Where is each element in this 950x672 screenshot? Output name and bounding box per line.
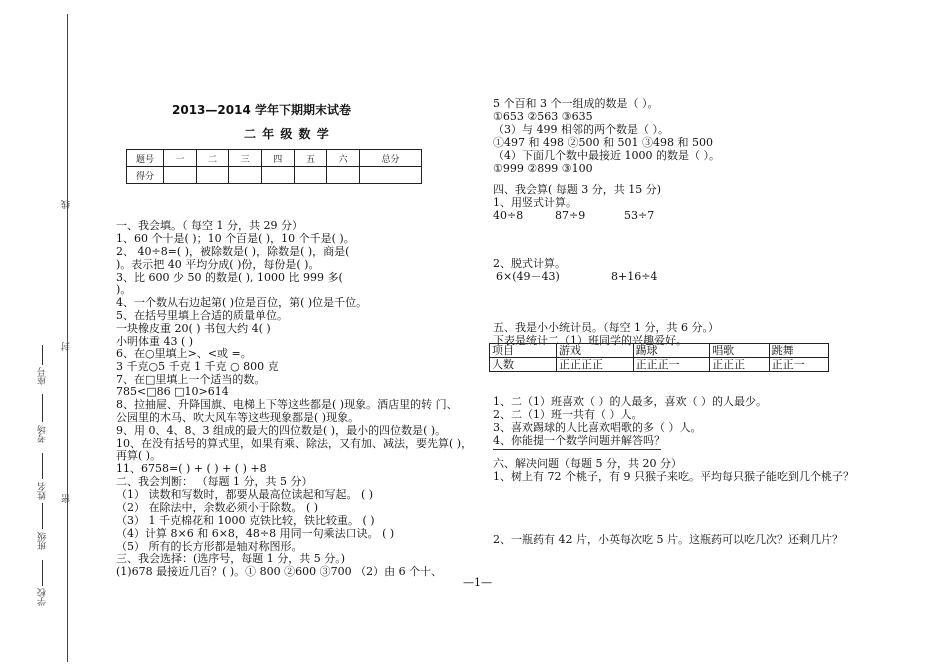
score-cell[interactable]: [261, 167, 294, 184]
left-line: （5） 所有的长方形都是轴对称图形。: [116, 540, 303, 553]
calc-item: 87÷9: [555, 209, 586, 222]
left-line: （2） 在除法中，余数必须小于除数。 ( ): [116, 501, 319, 514]
section6-q2: 2、一瓶药有 42 片，小英每次吃 5 片。这瓶药可以吃几次？还剩几片？: [493, 533, 843, 546]
section4-sub1: 1、用竖式计算。: [493, 196, 577, 209]
field-seat-number: 座号: [38, 367, 48, 385]
left-line: 再算( )。: [116, 449, 162, 462]
stat-head-cell: 唱歌: [710, 344, 769, 358]
score-head-cell: 三: [229, 150, 262, 167]
stat-head-cell: 踢球: [633, 344, 710, 358]
score-table: [126, 149, 422, 184]
right-line: ①653 ②563 ③635: [493, 110, 593, 123]
score-cell[interactable]: [229, 167, 262, 184]
section5-question: 2、二（1）班一共有（ ）人。: [493, 408, 643, 421]
page-number: —1—: [463, 576, 492, 589]
left-line: 10、在没有括号的算式里，如果有乘、除法，又有加、减法，要先算( )，: [116, 437, 473, 450]
score-head-cell: 二: [196, 150, 229, 167]
binding-mark-seal: 封: [62, 342, 72, 351]
stat-head-cell: 游戏: [557, 344, 634, 358]
section6-title: 六、解决问题（每题 5 分，共 20 分）: [493, 457, 682, 470]
exam-subject: 二 年 级 数 学: [244, 127, 330, 141]
section5-question: 4、你能提一个数学问题并解答吗？: [493, 434, 665, 447]
score-table-row: [127, 167, 422, 184]
score-cell[interactable]: [164, 167, 197, 184]
score-cell[interactable]: [294, 167, 327, 184]
left-line: 2、 40÷8=( )，被除数是( )，除数是( )，商是(: [116, 245, 350, 258]
stat-table-row: [490, 358, 829, 372]
left-line: 三、我会选择：(选序号，每题 1 分，共 5 分。): [116, 552, 346, 565]
blank-seat-number: [42, 345, 43, 365]
left-line: )。表示把 40 平均分成( )份，每份是( )。: [116, 258, 320, 271]
left-line: 11、6758=( ) + ( ) + ( ) +8: [116, 462, 267, 475]
score-head-cell: 一: [164, 150, 197, 167]
section4-sub2: 2、脱式计算。: [493, 257, 566, 270]
right-line: 5 个百和 3 个一组成的数是（ ）。: [493, 97, 659, 110]
section5-title: 五、我是小小统计员。（每空 1 分，共 6 分。）: [493, 321, 719, 334]
binding-mark-secret: 密: [62, 494, 72, 503]
left-line: 公园里的木马、吹大风车等这些现象都是( )现象。: [116, 411, 360, 424]
stat-table: [489, 343, 829, 372]
blank-school: [42, 560, 43, 586]
score-head-cell: 六: [327, 150, 360, 167]
section6-q1: 1、树上有 72 个桃子，有 9 只猴子来吃。平均每只猴子能吃到几个桃子？: [493, 470, 854, 483]
binding-mark-line: 线: [62, 200, 72, 209]
left-line: 6、在○里填上>、<或 =。: [116, 347, 252, 360]
right-line: ①999 ②899 ③100: [493, 162, 593, 175]
score-head-cell: 五: [294, 150, 327, 167]
student-info-column: [36, 345, 50, 615]
score-table-head: [127, 150, 422, 167]
blank-exam-room: [42, 394, 43, 422]
answer-line: [493, 449, 661, 450]
calc-item: 6×(49－43): [496, 270, 560, 283]
left-line: 3、比 600 少 50 的数是( ), 1000 比 999 多(: [116, 271, 343, 284]
calc-item: 8+16÷4: [611, 270, 658, 283]
left-line: （4）计算 8×6 和 6×8，48÷8 用同一句乘法口诀。 ( ): [116, 527, 395, 540]
left-line: 7、在□里填上一个适当的数。: [116, 373, 266, 386]
score-cell[interactable]: [327, 167, 360, 184]
section5-question: 1、二（1）班喜欢（ ）的人最多，喜欢（ ）的人最少。: [493, 395, 767, 408]
left-line: 5、在括号里填上合适的质量单位。: [116, 309, 288, 322]
score-head-cell: 题号: [127, 150, 164, 167]
left-line: 1、60 个十是( )；10 个百是( )，10 个千是( )。: [116, 232, 355, 245]
field-exam-room: 考场: [38, 425, 48, 443]
field-school: 学校: [38, 588, 48, 606]
left-line: （3） 1 千克棉花和 1000 克铁比较，铁比较重。 ( ): [116, 514, 375, 527]
binding-line: [67, 14, 68, 662]
left-line: (1)678 最接近几百？( )。① 800 ②600 ③700 （2）由 6 个十、: [116, 565, 443, 578]
left-line: 二、我会判断： （每题 1 分，共 5 分）: [116, 475, 313, 488]
left-line: 一块橡皮重 20( ) 书包大约 4( ): [116, 322, 271, 335]
field-name: 姓名: [38, 482, 48, 500]
stat-table-head: [490, 344, 829, 358]
stat-cell: 正正正一: [633, 358, 710, 372]
section5-intro: 下表是统计二（1）班同学的兴趣爱好。: [493, 334, 687, 347]
stat-head-cell: 项目: [490, 344, 557, 358]
left-line: 小明体重 43 ( ): [116, 335, 194, 348]
stat-cell: 正正正: [710, 358, 769, 372]
left-line: 4、一个数从右边起第( )位是百位，第( )位是千位。: [116, 296, 368, 309]
score-cell[interactable]: [196, 167, 229, 184]
right-line: （4）下面几个数中最接近 1000 的数是（ ）。: [493, 149, 720, 162]
left-line: 3 千克○5 千克 1 千克 ○ 800 克: [116, 360, 279, 373]
right-line: ①497 和 498 ②500 和 501 ③498 和 500: [493, 136, 713, 149]
blank-class: [42, 503, 43, 529]
score-head-cell: 总分: [359, 150, 421, 167]
left-line: 9、用 0、4、8、3 组成的最大的四位数是( )，最小的四位数是( )。: [116, 424, 447, 437]
section4-title: 四、我会算( 每题 3 分，共 15 分): [493, 183, 662, 196]
stat-cell: 正正一: [769, 358, 828, 372]
score-row-label: 得分: [127, 167, 164, 184]
section5-question: 3、喜欢踢球的人比喜欢唱歌的多（ ）人。: [493, 421, 702, 434]
stat-cell: 人数: [490, 358, 557, 372]
left-line: （1） 读数和写数时，都要从最高位读起和写起。 ( ): [116, 488, 374, 501]
left-line: )。: [116, 283, 132, 296]
score-head-cell: 四: [261, 150, 294, 167]
left-line: 8、拉抽屉、升降国旗、电梯上下等这些都是( )现象。酒店里的转 门、: [116, 398, 458, 411]
stat-cell: 正正正正: [557, 358, 634, 372]
stat-head-cell: 跳舞: [769, 344, 828, 358]
calc-item: 53÷7: [624, 209, 655, 222]
blank-name: [42, 453, 43, 479]
score-cell[interactable]: [359, 167, 421, 184]
left-line: 一、我会填。（ 每空 1 分，共 29 分）: [116, 219, 303, 232]
exam-title: 2013—2014 学年下期期末试卷: [172, 103, 351, 117]
right-line: （3）与 499 相邻的两个数是（ ）。: [493, 123, 669, 136]
left-line: 785<□86 □10>614: [116, 385, 229, 398]
field-class: 班级: [38, 532, 48, 550]
calc-item: 40÷8: [493, 209, 524, 222]
